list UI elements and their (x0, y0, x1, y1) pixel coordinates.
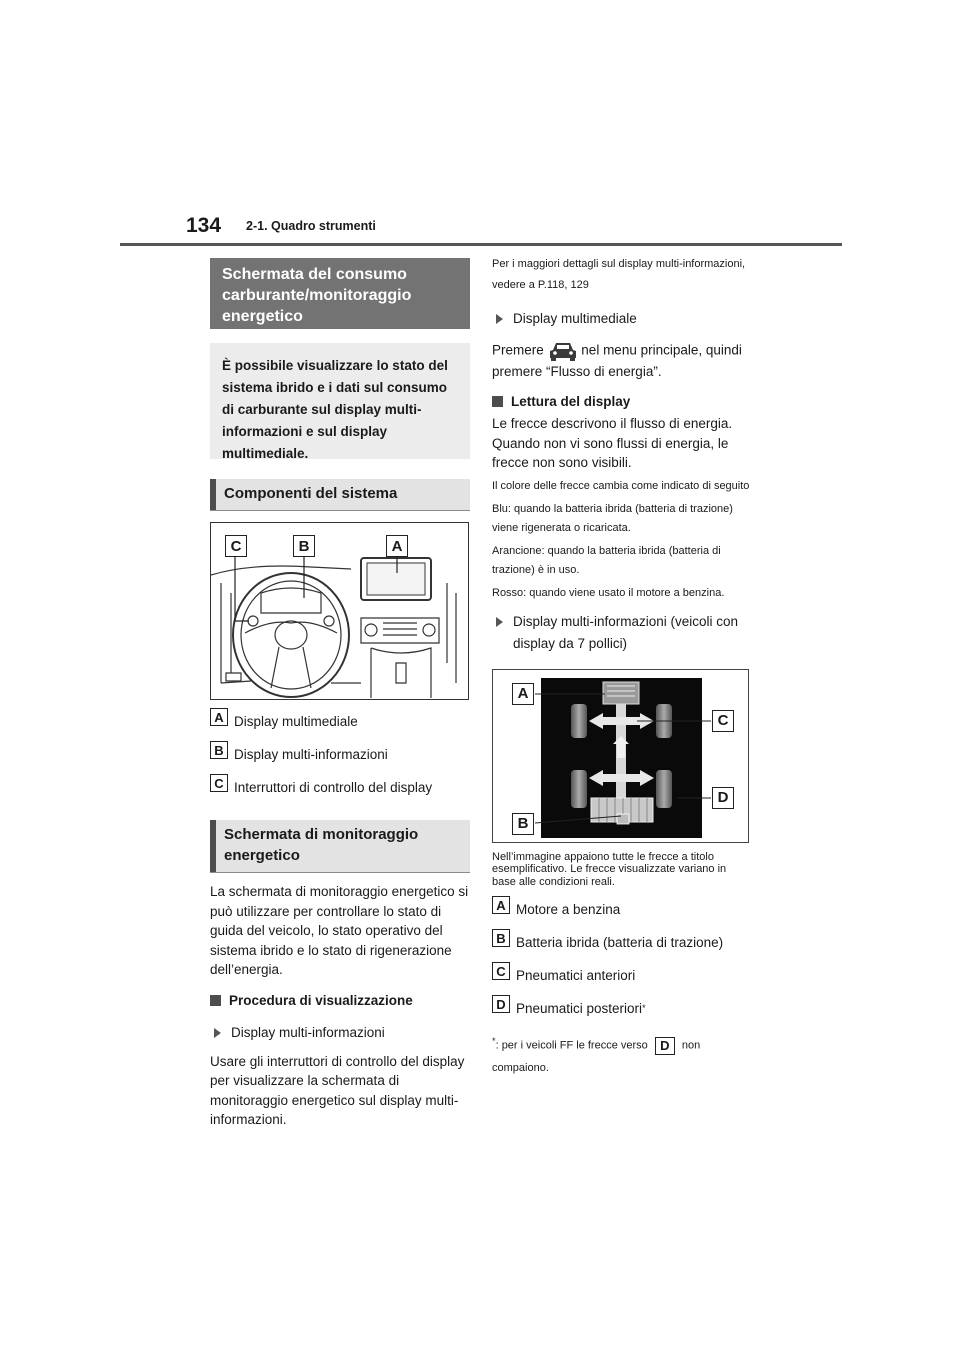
procedure-heading-text: Procedura di visualizzazione (229, 992, 413, 1008)
figure-caption: Nell’immagine appaiono tutte le frecce a titolo esemplificativo. Le frecce visualizzate variano in base alle condizioni reali. (492, 850, 727, 888)
footnote-letter: D (655, 1037, 675, 1055)
mid-item-text: Display multi-informazioni (veicoli con display da 7 pollici) (513, 613, 739, 651)
color-red: Rosso: quando viene usato il motore a benzina. (492, 586, 725, 599)
legend-text: Pneumatici posteriori (516, 1001, 643, 1016)
legend-letter: A (492, 896, 510, 914)
color-blue: Blu: quando la batteria ibrida (batteria di trazione) viene rigenerata o ricaricata. (492, 502, 733, 534)
legend-item-d (492, 996, 752, 1018)
monitor-title: Schermata di monitoraggio energetico (210, 820, 470, 872)
components-title: Componenti del sistema (210, 479, 470, 510)
legend-item-b (210, 742, 470, 764)
legend-letter: B (492, 929, 510, 947)
intro-box: È possibile visualizzare lo stato del sistema ibrido e i dati sul consumo di carburante sul display multi-informazioni e sul display multimediale. (210, 343, 470, 459)
legend-text: Batteria ibrida (batteria di trazione) (516, 935, 724, 950)
footnote-after: non compaiono. (492, 1039, 701, 1074)
footnote (492, 1030, 752, 1079)
reading-paragraph: Le frecce descrivono il flusso di energia. Quando non vi sono flussi di energia, le frecce non sono visibili. (492, 416, 733, 470)
color-intro: Il colore delle frecce cambia come indicato di seguito (492, 479, 750, 492)
monitor-rule (210, 872, 470, 873)
square-bullet (210, 995, 221, 1006)
dashboard-illustration (211, 523, 467, 698)
legend-item-b (492, 930, 752, 952)
dashboard-figure (210, 522, 469, 700)
reading-heading-text: Lettura del display (511, 394, 631, 409)
triangle-bullet (496, 617, 503, 627)
legend-text: Motore a benzina (516, 902, 621, 917)
legend-letter: D (492, 995, 510, 1013)
color-orange: Arancione: quando la batteria ibrida (batteria di trazione) è in uso. (492, 544, 721, 576)
legend-item-c (492, 963, 752, 985)
press-after: nel menu principale, quindi premere “Flusso di energia”. (492, 342, 742, 379)
legend-text: Display multimediale (234, 714, 358, 729)
square-bullet (492, 396, 503, 407)
left-column (210, 258, 470, 1130)
footnote-mark: * (492, 1036, 496, 1046)
callout-a: A (386, 535, 408, 557)
legend-letter: C (210, 774, 228, 792)
callout-b: B (293, 535, 315, 557)
callout-c: C (712, 710, 734, 732)
footnote-before: : per i veicoli FF le frecce verso (495, 1039, 648, 1052)
legend-item-a (492, 897, 752, 919)
triangle-bullet (496, 314, 503, 324)
legend-letter: A (210, 708, 228, 726)
mid-item (492, 611, 752, 655)
press-before: Premere (492, 342, 544, 358)
callout-c: C (225, 535, 247, 557)
legend-item-c (210, 775, 470, 797)
footnote-ref: * (642, 1003, 646, 1013)
reading-heading (492, 392, 752, 411)
components-rule (210, 510, 470, 511)
header-rule (120, 243, 842, 246)
details-note: Per i maggiori dettagli sul display multi-informazioni, vedere a P.118, 129 (492, 258, 746, 291)
procedure-paragraph: Usare gli interruttori di controllo del display per visualizzare la schermata di monitoraggio energetico sul display multi-informazioni. (210, 1053, 465, 1127)
right-column (492, 254, 752, 1079)
legend-text: Pneumatici anteriori (516, 968, 636, 983)
energy-flow-figure (492, 669, 749, 843)
callout-b: B (512, 813, 534, 835)
monitor-paragraph: La schermata di monitoraggio energetico si può utilizzare per controllare lo stato di guida del veicolo, lo stato operativo del sistema ibrido e lo stato di rigenerazione dell’energia. (210, 884, 469, 977)
legend-text: Interruttori di controllo del display (234, 780, 433, 795)
press-paragraph (492, 340, 752, 382)
legend-letter: B (210, 741, 228, 759)
procedure-item-text: Display multi-informazioni (231, 1024, 385, 1040)
section-title: Schermata del consumo carburante/monitoraggio energetico (210, 258, 470, 329)
chapter-title: 2-1. Quadro strumenti (246, 219, 376, 233)
mm-item-text: Display multimediale (513, 311, 637, 326)
procedure-item (210, 1022, 470, 1044)
car-icon (548, 340, 578, 362)
callout-d: D (712, 787, 734, 809)
mm-item (492, 308, 752, 330)
legend-text: Display multi-informazioni (234, 747, 388, 762)
triangle-bullet (214, 1028, 221, 1038)
legend-letter: C (492, 962, 510, 980)
legend-item-a (210, 709, 470, 731)
callout-a: A (512, 683, 534, 705)
procedure-heading (210, 991, 470, 1010)
page-number: 134 (186, 214, 222, 237)
